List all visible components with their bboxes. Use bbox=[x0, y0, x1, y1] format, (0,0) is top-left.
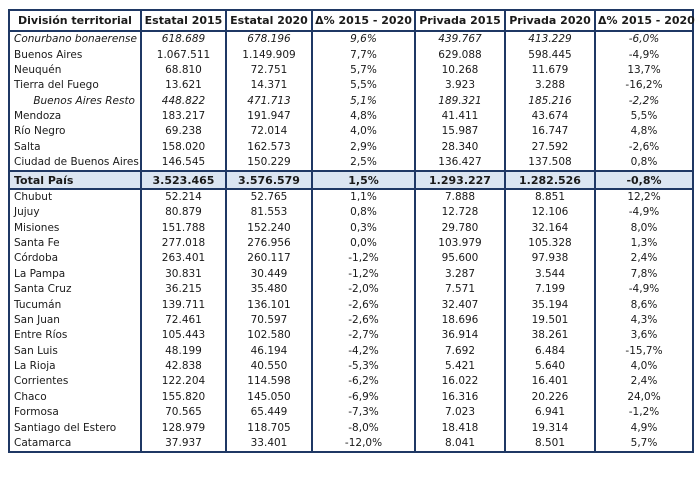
value-cell: 68.810 bbox=[141, 63, 226, 78]
value-cell: 3,6% bbox=[595, 328, 693, 343]
table-row bbox=[9, 205, 693, 220]
table-row bbox=[9, 47, 693, 62]
value-cell: 277.018 bbox=[141, 236, 226, 251]
value-cell: 276.956 bbox=[226, 236, 312, 251]
value-cell: 33.401 bbox=[226, 436, 312, 452]
value-cell: 678.196 bbox=[226, 31, 312, 47]
value-cell: 16.022 bbox=[415, 374, 505, 389]
table-row bbox=[9, 436, 693, 452]
value-cell: 8.041 bbox=[415, 436, 505, 452]
value-cell: 122.204 bbox=[141, 374, 226, 389]
value-cell: 1,3% bbox=[595, 236, 693, 251]
value-cell: -4,9% bbox=[595, 205, 693, 220]
territory-name: Buenos Aires bbox=[9, 47, 141, 62]
value-cell: 4,3% bbox=[595, 313, 693, 328]
value-cell: 191.947 bbox=[226, 109, 312, 124]
table-row bbox=[9, 31, 693, 47]
territory-name: Corrientes bbox=[9, 374, 141, 389]
value-cell: 72.751 bbox=[226, 63, 312, 78]
value-cell: 43.674 bbox=[505, 109, 595, 124]
value-cell: 32.164 bbox=[505, 221, 595, 236]
value-cell: 32.407 bbox=[415, 297, 505, 312]
value-cell: 3.576.579 bbox=[226, 171, 312, 188]
territory-name: Formosa bbox=[9, 405, 141, 420]
territory-name: Ciudad de Buenos Aires bbox=[9, 155, 141, 171]
table-row bbox=[9, 282, 693, 297]
table-row bbox=[9, 328, 693, 343]
value-cell: 136.101 bbox=[226, 297, 312, 312]
value-cell: 5.421 bbox=[415, 359, 505, 374]
value-cell: 1,5% bbox=[312, 171, 415, 188]
value-cell: 137.508 bbox=[505, 155, 595, 171]
column-header-0: División territorial bbox=[9, 10, 141, 31]
value-cell: 118.705 bbox=[226, 420, 312, 435]
value-cell: 3.288 bbox=[505, 78, 595, 93]
territorial-enrollment-table bbox=[8, 9, 694, 453]
value-cell: 20.226 bbox=[505, 390, 595, 405]
value-cell: -2,6% bbox=[312, 297, 415, 312]
value-cell: 629.088 bbox=[415, 47, 505, 62]
table-row bbox=[9, 155, 693, 171]
value-cell: 260.117 bbox=[226, 251, 312, 266]
value-cell: 136.427 bbox=[415, 155, 505, 171]
table-row bbox=[9, 78, 693, 93]
value-cell: -2,2% bbox=[595, 94, 693, 109]
value-cell: 1.293.227 bbox=[415, 171, 505, 188]
value-cell: 30.831 bbox=[141, 267, 226, 282]
table-header-row bbox=[9, 10, 693, 31]
value-cell: 7.692 bbox=[415, 344, 505, 359]
value-cell: 5,7% bbox=[595, 436, 693, 452]
value-cell: 15.987 bbox=[415, 124, 505, 139]
value-cell: -5,3% bbox=[312, 359, 415, 374]
value-cell: 18.696 bbox=[415, 313, 505, 328]
value-cell: 7.199 bbox=[505, 282, 595, 297]
column-header-1: Estatal 2015 bbox=[141, 10, 226, 31]
value-cell: 128.979 bbox=[141, 420, 226, 435]
value-cell: 4,8% bbox=[312, 109, 415, 124]
table-row bbox=[9, 94, 693, 109]
value-cell: 1.282.526 bbox=[505, 171, 595, 188]
territory-name: Entre Ríos bbox=[9, 328, 141, 343]
value-cell: 24,0% bbox=[595, 390, 693, 405]
value-cell: 3.523.465 bbox=[141, 171, 226, 188]
value-cell: 16.401 bbox=[505, 374, 595, 389]
table-row bbox=[9, 63, 693, 78]
value-cell: -6,0% bbox=[595, 31, 693, 47]
value-cell: 4,0% bbox=[312, 124, 415, 139]
value-cell: 19.501 bbox=[505, 313, 595, 328]
value-cell: 35.480 bbox=[226, 282, 312, 297]
value-cell: 8.851 bbox=[505, 189, 595, 205]
value-cell: -12,0% bbox=[312, 436, 415, 452]
column-header-3: Δ% 2015 - 2020 bbox=[312, 10, 415, 31]
value-cell: 70.597 bbox=[226, 313, 312, 328]
value-cell: 618.689 bbox=[141, 31, 226, 47]
value-cell: 7,8% bbox=[595, 267, 693, 282]
value-cell: 4,8% bbox=[595, 124, 693, 139]
value-cell: 162.573 bbox=[226, 140, 312, 155]
territory-name: Buenos Aires Resto bbox=[9, 94, 141, 109]
value-cell: 413.229 bbox=[505, 31, 595, 47]
value-cell: 69.238 bbox=[141, 124, 226, 139]
territory-name: Santa Cruz bbox=[9, 282, 141, 297]
column-header-2: Estatal 2020 bbox=[226, 10, 312, 31]
value-cell: 16.316 bbox=[415, 390, 505, 405]
column-header-4: Privada 2015 bbox=[415, 10, 505, 31]
value-cell: 40.550 bbox=[226, 359, 312, 374]
value-cell: 41.411 bbox=[415, 109, 505, 124]
value-cell: 12,2% bbox=[595, 189, 693, 205]
value-cell: 70.565 bbox=[141, 405, 226, 420]
value-cell: 2,9% bbox=[312, 140, 415, 155]
value-cell: 19.314 bbox=[505, 420, 595, 435]
value-cell: 6.484 bbox=[505, 344, 595, 359]
value-cell: 1.067.511 bbox=[141, 47, 226, 62]
value-cell: 30.449 bbox=[226, 267, 312, 282]
value-cell: 598.445 bbox=[505, 47, 595, 62]
territory-name: San Luis bbox=[9, 344, 141, 359]
value-cell: 5.640 bbox=[505, 359, 595, 374]
value-cell: -4,9% bbox=[595, 47, 693, 62]
territory-name: Río Negro bbox=[9, 124, 141, 139]
value-cell: -4,2% bbox=[312, 344, 415, 359]
territory-name: Córdoba bbox=[9, 251, 141, 266]
territory-name: Tierra del Fuego bbox=[9, 78, 141, 93]
value-cell: 52.214 bbox=[141, 189, 226, 205]
value-cell: 10.268 bbox=[415, 63, 505, 78]
table-row bbox=[9, 390, 693, 405]
value-cell: 471.713 bbox=[226, 94, 312, 109]
value-cell: 3.544 bbox=[505, 267, 595, 282]
value-cell: 38.261 bbox=[505, 328, 595, 343]
value-cell: 8,6% bbox=[595, 297, 693, 312]
value-cell: 35.194 bbox=[505, 297, 595, 312]
value-cell: -8,0% bbox=[312, 420, 415, 435]
territory-name: Catamarca bbox=[9, 436, 141, 452]
territory-name: Jujuy bbox=[9, 205, 141, 220]
territory-name: Conurbano bonaerense bbox=[9, 31, 141, 47]
value-cell: 4,9% bbox=[595, 420, 693, 435]
value-cell: 37.937 bbox=[141, 436, 226, 452]
value-cell: 0,0% bbox=[312, 236, 415, 251]
value-cell: 3.287 bbox=[415, 267, 505, 282]
territory-name: San Juan bbox=[9, 313, 141, 328]
table-row bbox=[9, 251, 693, 266]
value-cell: 29.780 bbox=[415, 221, 505, 236]
territory-name: Santa Fe bbox=[9, 236, 141, 251]
value-cell: 7.571 bbox=[415, 282, 505, 297]
table-row bbox=[9, 420, 693, 435]
value-cell: 150.229 bbox=[226, 155, 312, 171]
value-cell: 48.199 bbox=[141, 344, 226, 359]
value-cell: -7,3% bbox=[312, 405, 415, 420]
value-cell: 2,4% bbox=[595, 251, 693, 266]
table-row bbox=[9, 221, 693, 236]
value-cell: 1.149.909 bbox=[226, 47, 312, 62]
value-cell: 14.371 bbox=[226, 78, 312, 93]
table-row bbox=[9, 374, 693, 389]
value-cell: 146.545 bbox=[141, 155, 226, 171]
value-cell: 7,7% bbox=[312, 47, 415, 62]
table-row bbox=[9, 344, 693, 359]
value-cell: 103.979 bbox=[415, 236, 505, 251]
value-cell: 18.418 bbox=[415, 420, 505, 435]
value-cell: -6,9% bbox=[312, 390, 415, 405]
value-cell: 2,5% bbox=[312, 155, 415, 171]
value-cell: 2,4% bbox=[595, 374, 693, 389]
value-cell: 185.216 bbox=[505, 94, 595, 109]
value-cell: -0,8% bbox=[595, 171, 693, 188]
value-cell: 3.923 bbox=[415, 78, 505, 93]
value-cell: -16,2% bbox=[595, 78, 693, 93]
value-cell: 5,7% bbox=[312, 63, 415, 78]
value-cell: -2,6% bbox=[312, 313, 415, 328]
value-cell: 65.449 bbox=[226, 405, 312, 420]
table-row bbox=[9, 297, 693, 312]
value-cell: 4,0% bbox=[595, 359, 693, 374]
value-cell: 114.598 bbox=[226, 374, 312, 389]
territory-name: La Pampa bbox=[9, 267, 141, 282]
value-cell: 439.767 bbox=[415, 31, 505, 47]
value-cell: -6,2% bbox=[312, 374, 415, 389]
value-cell: 7.023 bbox=[415, 405, 505, 420]
value-cell: 263.401 bbox=[141, 251, 226, 266]
table-row bbox=[9, 140, 693, 155]
table-row bbox=[9, 405, 693, 420]
value-cell: 8.501 bbox=[505, 436, 595, 452]
table-row bbox=[9, 359, 693, 374]
value-cell: 0,8% bbox=[595, 155, 693, 171]
value-cell: 102.580 bbox=[226, 328, 312, 343]
value-cell: 81.553 bbox=[226, 205, 312, 220]
territory-name: Mendoza bbox=[9, 109, 141, 124]
value-cell: 72.461 bbox=[141, 313, 226, 328]
value-cell: 152.240 bbox=[226, 221, 312, 236]
value-cell: 0,8% bbox=[312, 205, 415, 220]
table-row bbox=[9, 189, 693, 205]
value-cell: 189.321 bbox=[415, 94, 505, 109]
value-cell: 183.217 bbox=[141, 109, 226, 124]
value-cell: 28.340 bbox=[415, 140, 505, 155]
territory-name: Salta bbox=[9, 140, 141, 155]
table-header bbox=[9, 10, 693, 31]
value-cell: 1,1% bbox=[312, 189, 415, 205]
column-header-6: Δ% 2015 - 2020 bbox=[595, 10, 693, 31]
column-header-5: Privada 2020 bbox=[505, 10, 595, 31]
value-cell: -1,2% bbox=[312, 251, 415, 266]
value-cell: 0,3% bbox=[312, 221, 415, 236]
value-cell: 155.820 bbox=[141, 390, 226, 405]
value-cell: 36.215 bbox=[141, 282, 226, 297]
territory-name: La Rioja bbox=[9, 359, 141, 374]
value-cell: 11.679 bbox=[505, 63, 595, 78]
value-cell: -2,6% bbox=[595, 140, 693, 155]
value-cell: -1,2% bbox=[312, 267, 415, 282]
value-cell: 8,0% bbox=[595, 221, 693, 236]
territory-name: Chaco bbox=[9, 390, 141, 405]
value-cell: 5,5% bbox=[595, 109, 693, 124]
value-cell: 12.728 bbox=[415, 205, 505, 220]
value-cell: 52.765 bbox=[226, 189, 312, 205]
value-cell: -4,9% bbox=[595, 282, 693, 297]
table-row bbox=[9, 109, 693, 124]
value-cell: 105.328 bbox=[505, 236, 595, 251]
value-cell: 16.747 bbox=[505, 124, 595, 139]
value-cell: -1,2% bbox=[595, 405, 693, 420]
territory-name: Total País bbox=[9, 171, 141, 188]
value-cell: 7.888 bbox=[415, 189, 505, 205]
value-cell: 42.838 bbox=[141, 359, 226, 374]
value-cell: -15,7% bbox=[595, 344, 693, 359]
value-cell: 12.106 bbox=[505, 205, 595, 220]
value-cell: 46.194 bbox=[226, 344, 312, 359]
table-row bbox=[9, 171, 693, 188]
table-body bbox=[9, 31, 693, 452]
value-cell: 80.879 bbox=[141, 205, 226, 220]
value-cell: 36.914 bbox=[415, 328, 505, 343]
value-cell: 95.600 bbox=[415, 251, 505, 266]
value-cell: -2,0% bbox=[312, 282, 415, 297]
value-cell: 145.050 bbox=[226, 390, 312, 405]
table-row bbox=[9, 267, 693, 282]
value-cell: 151.788 bbox=[141, 221, 226, 236]
value-cell: 97.938 bbox=[505, 251, 595, 266]
territory-name: Tucumán bbox=[9, 297, 141, 312]
territory-name: Santiago del Estero bbox=[9, 420, 141, 435]
table-row bbox=[9, 236, 693, 251]
value-cell: -2,7% bbox=[312, 328, 415, 343]
value-cell: 13.621 bbox=[141, 78, 226, 93]
territory-name: Chubut bbox=[9, 189, 141, 205]
territory-name: Neuquén bbox=[9, 63, 141, 78]
territory-name: Misiones bbox=[9, 221, 141, 236]
value-cell: 72.014 bbox=[226, 124, 312, 139]
value-cell: 448.822 bbox=[141, 94, 226, 109]
value-cell: 5,1% bbox=[312, 94, 415, 109]
value-cell: 139.711 bbox=[141, 297, 226, 312]
table-row bbox=[9, 124, 693, 139]
value-cell: 5,5% bbox=[312, 78, 415, 93]
value-cell: 105.443 bbox=[141, 328, 226, 343]
value-cell: 6.941 bbox=[505, 405, 595, 420]
value-cell: 27.592 bbox=[505, 140, 595, 155]
table-row bbox=[9, 313, 693, 328]
value-cell: 13,7% bbox=[595, 63, 693, 78]
value-cell: 9,6% bbox=[312, 31, 415, 47]
value-cell: 158.020 bbox=[141, 140, 226, 155]
